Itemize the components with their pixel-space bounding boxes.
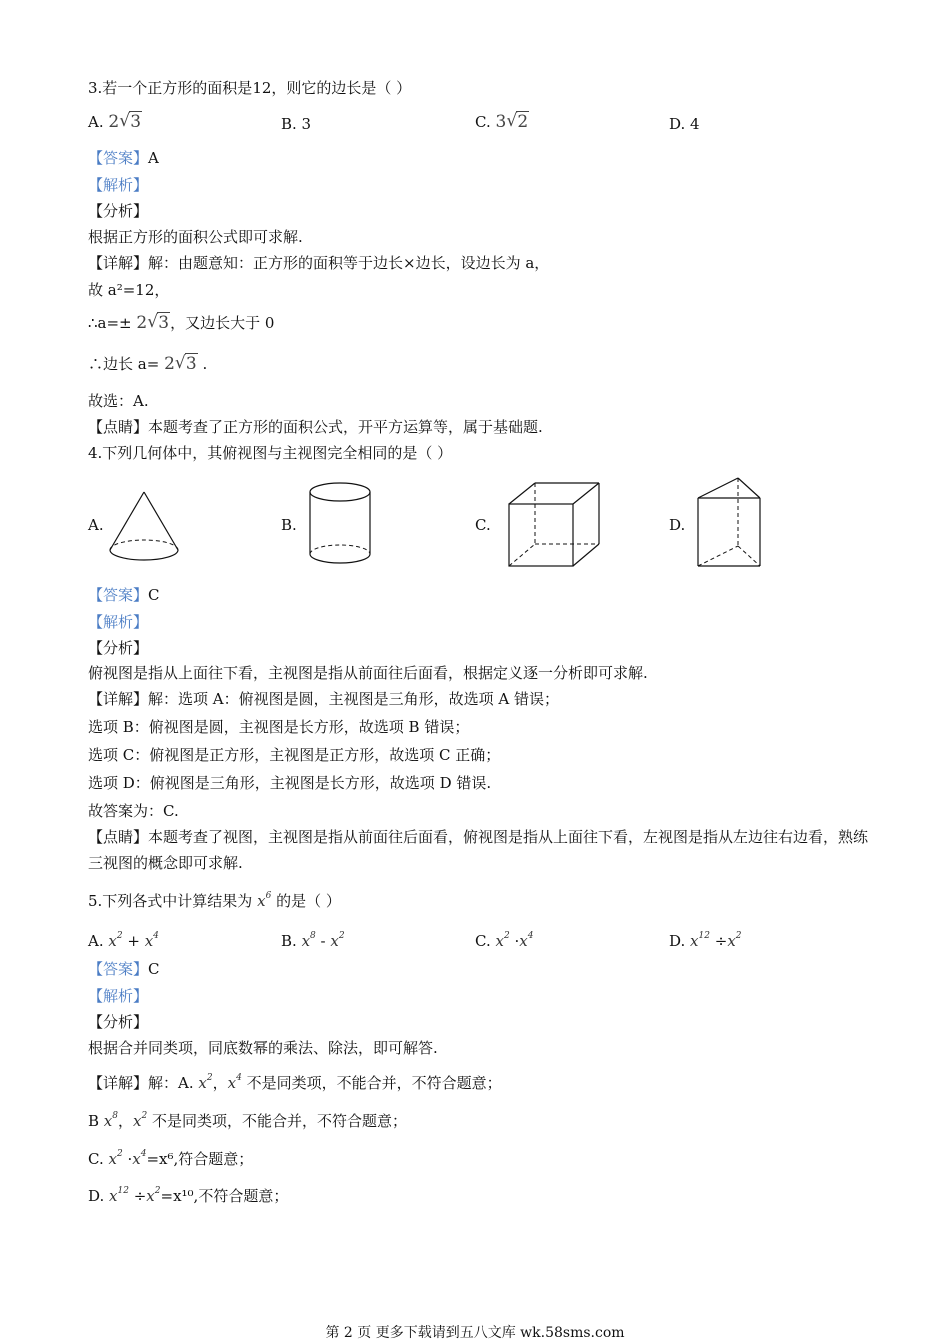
var-x: x [330, 932, 339, 950]
q5-detail-post: 不是同类项，不能合并，不符合题意； [241, 1074, 502, 1092]
q5-b-pre: B [88, 1112, 104, 1130]
q5-option-b [281, 926, 345, 951]
q5-option-c-label: C. [475, 932, 491, 950]
exp-2: 2 [154, 1186, 161, 1196]
sqrt-symbol-icon: √ 3 [174, 353, 197, 374]
q3-answer [88, 148, 159, 168]
q3-option-c-label: C. [475, 113, 491, 131]
q4-fenxi-text: 俯视图是指从上面往下看，主视图是指从前面往后面看，根据定义逐一分析即可求解. [88, 664, 648, 682]
answer-value: A [148, 149, 159, 167]
var-x: x [108, 1150, 117, 1168]
q5-detail-pre: 【详解】解：A. [88, 1074, 199, 1092]
q5-question-pre: 5.下列各式中计算结果为 [88, 892, 258, 910]
var-x: x [495, 932, 504, 950]
q3-option-b: B. 3 [281, 115, 312, 133]
q5-detail-mid: ， [212, 1074, 228, 1092]
exp-2: 2 [116, 1149, 123, 1159]
var-x: x [227, 1074, 237, 1092]
dot-sign: · [509, 932, 520, 950]
exp-4: 4 [140, 1149, 147, 1159]
q3-detail: 【详解】解：由题意知：正方形的面积等于边长×边长，设边长为 a， [88, 254, 550, 272]
answer-value: C [148, 586, 160, 604]
var-x: x [132, 1150, 141, 1168]
q4-comment: 【点睛】本题考查了视图，主视图是指从前面往后面看，俯视图是指从上面往下看，左视图是指从左边往右边看，熟练三视图的概念即可求解. [88, 828, 869, 872]
q5-option-d-label: D. [669, 932, 686, 950]
var-x: x [301, 932, 311, 950]
q3-line3 [88, 313, 274, 333]
q4-question: 4.下列几何体中，其俯视图与主视图完全相同的是（ ） [88, 444, 453, 462]
q3-fenxi-tag: 【分析】 [88, 202, 149, 220]
q3-line3-rad: 3 [158, 313, 170, 333]
q3-comment: 【点睛】本题考查了正方形的面积公式，开平方运算等，属于基础题. [88, 418, 543, 436]
q3-option-d: D. 4 [669, 115, 700, 133]
q5-detail-c [88, 1144, 253, 1169]
sqrt-symbol-icon: √ 2 [506, 111, 529, 132]
exp-12: 12 [698, 931, 710, 941]
q4-option-c: C. [475, 516, 491, 534]
q4-option-a: A. [88, 516, 104, 534]
answer-value: C [148, 960, 160, 978]
q3-line4 [88, 354, 207, 374]
cylinder-icon [304, 480, 376, 568]
q5-option-a [88, 926, 159, 951]
q4-detail-3: 选项 C：俯视图是正方形，主视图是正方形，故选项 C 正确； [88, 746, 501, 764]
q5-question-post: 的是（ ） [271, 892, 341, 910]
exp-12: 12 [117, 1186, 129, 1196]
var-x: x [133, 1112, 142, 1130]
q4-answer [88, 585, 160, 605]
plus-sign: + [122, 932, 145, 950]
q3-option-a-label: A. [88, 113, 104, 131]
dot-sign: · [122, 1150, 133, 1168]
q5-b-mid: ， [118, 1112, 134, 1130]
q4-fenxi-tag: 【分析】 [88, 639, 149, 657]
var-x: x [109, 1187, 118, 1205]
var-x: x [519, 932, 528, 950]
divide-sign: ÷ [709, 932, 728, 950]
exp-4: 4 [236, 1073, 242, 1083]
q5-d-pre: D. [88, 1187, 110, 1205]
q4-detail-2: 选项 B：俯视图是圆，主视图是长方形，故选项 B 错误； [88, 718, 470, 736]
exp-2: 2 [206, 1073, 213, 1083]
var-x: x [198, 1074, 207, 1092]
sqrt-symbol-icon: √ 3 [147, 312, 170, 333]
exp-4: 4 [527, 931, 534, 941]
q5-c-post: =x⁶,符合题意； [146, 1150, 254, 1168]
exp-2: 2 [116, 931, 123, 941]
q3-option-a [88, 112, 142, 132]
q3-line3-coef: 2 [136, 313, 148, 333]
q3-line3-post: ，又边长大于 0 [170, 314, 275, 332]
q3-question: 3.若一个正方形的面积是12，则它的边长是（ ） [88, 79, 412, 97]
cone-icon [106, 490, 182, 570]
q5-detail-d [88, 1181, 288, 1206]
q5-analysis-tag: 【解析】 [88, 987, 149, 1005]
q5-option-a-label: A. [88, 932, 104, 950]
q4-option-d: D. [669, 516, 686, 534]
triangular-prism-icon [694, 474, 766, 572]
var-x: x [690, 932, 699, 950]
q5-detail-b [88, 1106, 407, 1131]
exp-2: 2 [141, 1111, 148, 1121]
exp-2: 2 [503, 931, 510, 941]
q5-option-b-label: B. [281, 932, 297, 950]
exp-2: 2 [735, 931, 742, 941]
q3-line3-pre: ∴a=± [88, 314, 137, 332]
exp-4: 4 [153, 931, 159, 941]
q5-answer [88, 959, 160, 979]
var-x: x [146, 1187, 155, 1205]
answer-tag: 【答案】 [88, 149, 149, 167]
q5-option-c [475, 926, 533, 951]
divide-sign: ÷ [128, 1187, 147, 1205]
q5-c-pre: C. [88, 1150, 109, 1168]
q3-option-c-rad: 2 [517, 112, 529, 132]
q3-line4-pre: ∴边长 a= [88, 355, 165, 373]
q3-line2: 故 a²=12， [88, 281, 170, 299]
var-x: x [108, 932, 117, 950]
q3-option-a-rad: 3 [130, 112, 142, 132]
q5-fenxi-text: 根据合并同类项，同底数幂的乘法、除法，即可解答. [88, 1039, 438, 1057]
q5-fenxi-tag: 【分析】 [88, 1013, 149, 1031]
q5-question-exp: 6 [265, 891, 272, 901]
q5-question [88, 886, 341, 911]
exp-8: 8 [310, 931, 316, 941]
q4-detail-4: 选项 D：俯视图是三角形，主视图是长方形，故选项 D 错误. [88, 774, 492, 792]
q3-option-a-coef: 2 [108, 112, 120, 132]
exp-8: 8 [112, 1111, 118, 1121]
q3-option-c [475, 112, 529, 132]
cube-icon [504, 480, 604, 572]
page-footer: 第 2 页 更多下载请到五八文库 wk.58sms.com [325, 1325, 625, 1341]
q5-d-post: =x¹⁰,不符合题意； [160, 1187, 289, 1205]
exp-2: 2 [338, 931, 345, 941]
var-x: x [727, 932, 736, 950]
q3-option-c-coef: 3 [495, 112, 507, 132]
q3-line4-coef: 2 [164, 354, 175, 374]
sqrt-symbol-icon: √ 3 [119, 111, 142, 132]
q3-fenxi-text: 根据正方形的面积公式即可求解. [88, 228, 303, 246]
q5-question-base: x [257, 892, 266, 910]
answer-tag: 【答案】 [88, 960, 149, 978]
q4-option-b: B. [281, 516, 297, 534]
q4-detail-1: 【详解】解：选项 A：俯视图是圆，主视图是三角形，故选项 A 错误； [88, 690, 559, 708]
q5-b-post: 不是同类项，不能合并，不符合题意； [147, 1112, 407, 1130]
q3-analysis-tag: 【解析】 [88, 176, 149, 194]
q5-option-d [669, 926, 742, 951]
q4-analysis-tag: 【解析】 [88, 613, 149, 631]
q3-line4-rad: 3 [185, 354, 197, 374]
q4-choose: 故答案为：C. [88, 802, 179, 820]
var-x: x [144, 932, 154, 950]
minus-sign: - [315, 932, 331, 950]
q3-line4-post: . [197, 355, 208, 373]
q3-choose: 故选：A. [88, 392, 149, 410]
answer-tag: 【答案】 [88, 586, 149, 604]
q5-detail-a [88, 1068, 502, 1093]
var-x: x [103, 1112, 113, 1130]
